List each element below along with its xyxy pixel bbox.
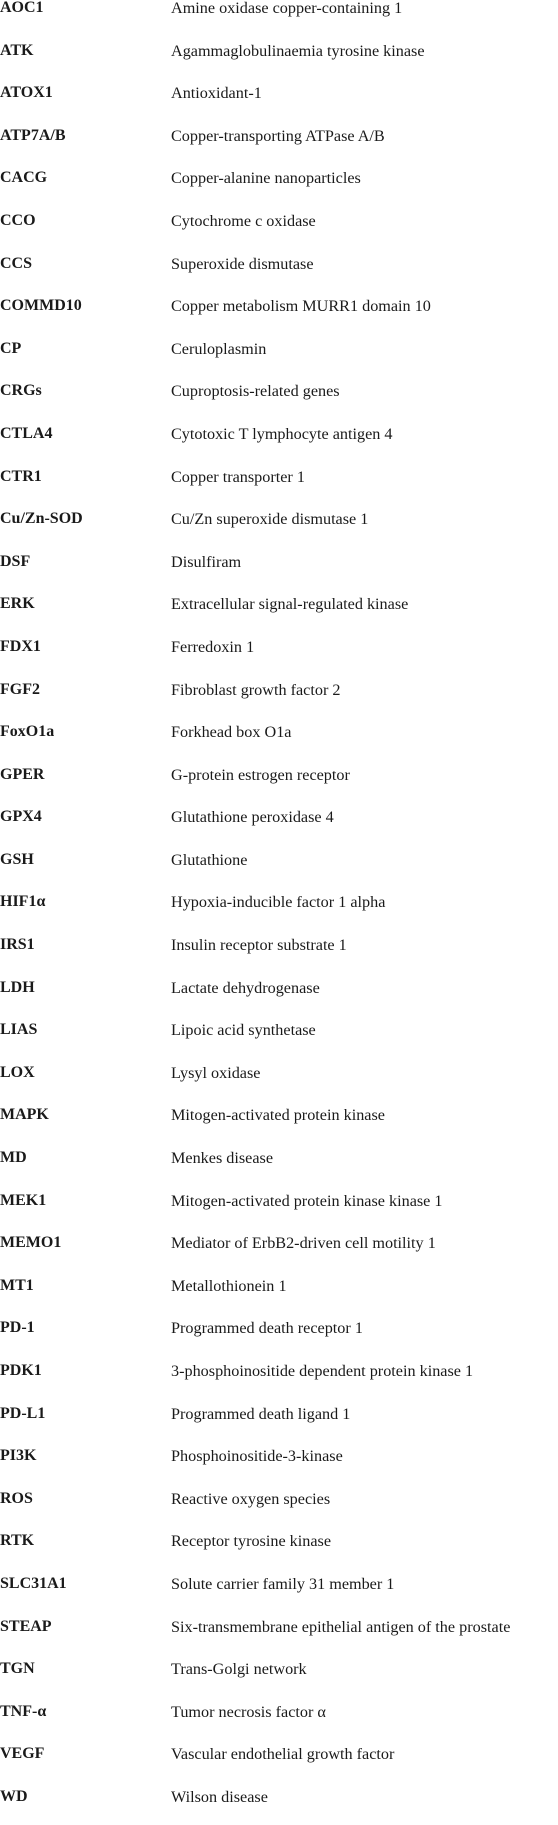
abbreviation-term: LDH bbox=[0, 978, 35, 996]
abbreviation-term: MT1 bbox=[0, 1276, 34, 1294]
abbreviation-definition: Phosphoinositide-3-kinase bbox=[171, 1447, 343, 1466]
abbreviation-row bbox=[0, 376, 558, 419]
abbreviation-term: WD bbox=[0, 1787, 28, 1805]
abbreviation-term: CACG bbox=[0, 169, 48, 187]
abbreviation-term: STEAP bbox=[0, 1617, 52, 1635]
abbreviation-definition: Six-transmembrane epithelial antigen of the prostate bbox=[171, 1617, 511, 1636]
abbreviation-row bbox=[0, 1612, 558, 1655]
abbreviation-row bbox=[0, 760, 558, 803]
abbreviation-row bbox=[0, 121, 558, 164]
abbreviation-term: TGN bbox=[0, 1660, 35, 1678]
abbreviation-row bbox=[0, 1569, 558, 1612]
abbreviation-definition: Superoxide dismutase bbox=[171, 254, 314, 273]
abbreviation-row bbox=[0, 0, 558, 36]
abbreviation-term: CRGs bbox=[0, 382, 42, 400]
abbreviation-term: FGF2 bbox=[0, 680, 40, 698]
abbreviation-definition: Extracellular signal-regulated kinase bbox=[171, 595, 409, 614]
abbreviation-definition: G-protein estrogen receptor bbox=[171, 765, 350, 784]
abbreviation-definition: Wilson disease bbox=[171, 1787, 268, 1806]
abbreviation-row bbox=[0, 1356, 558, 1399]
abbreviation-term: ROS bbox=[0, 1489, 33, 1507]
abbreviation-definition: Lysyl oxidase bbox=[171, 1063, 261, 1082]
abbreviation-definition: Agammaglobulinaemia tyrosine kinase bbox=[171, 41, 425, 60]
abbreviation-term: AOC1 bbox=[0, 0, 44, 16]
abbreviation-row bbox=[0, 717, 558, 760]
abbreviation-row bbox=[0, 1526, 558, 1569]
abbreviation-row bbox=[0, 291, 558, 334]
abbreviation-definition: Metallothionein 1 bbox=[171, 1276, 287, 1295]
abbreviation-definition: Amine oxidase copper-containing 1 bbox=[171, 0, 403, 17]
abbreviation-row bbox=[0, 1271, 558, 1314]
abbreviation-term: VEGF bbox=[0, 1745, 45, 1763]
abbreviation-term: COMMD10 bbox=[0, 297, 82, 315]
abbreviation-term: TNF-α bbox=[0, 1702, 47, 1720]
abbreviation-row bbox=[0, 249, 558, 292]
abbreviation-definition: Ferredoxin 1 bbox=[171, 637, 255, 656]
abbreviation-definition: Insulin receptor substrate 1 bbox=[171, 936, 347, 955]
abbreviation-term: ATP7A/B bbox=[0, 126, 66, 144]
abbreviation-definition: Cytochrome c oxidase bbox=[171, 211, 316, 230]
abbreviation-row bbox=[0, 78, 558, 121]
abbreviation-definition: Glutathione peroxidase 4 bbox=[171, 808, 334, 827]
abbreviation-row bbox=[0, 802, 558, 845]
abbreviation-row bbox=[0, 1697, 558, 1740]
abbreviation-term: CP bbox=[0, 339, 22, 357]
abbreviation-definition: Hypoxia-inducible factor 1 alpha bbox=[171, 893, 386, 912]
abbreviation-row bbox=[0, 419, 558, 462]
abbreviation-term: MD bbox=[0, 1149, 27, 1167]
abbreviation-term: CCO bbox=[0, 211, 36, 229]
abbreviation-definition: 3-phosphoinositide dependent protein kinase 1 bbox=[171, 1362, 474, 1380]
abbreviation-definition: Reactive oxygen species bbox=[171, 1489, 331, 1508]
abbreviation-definition: Ceruloplasmin bbox=[171, 339, 267, 358]
abbreviation-term: MEK1 bbox=[0, 1191, 47, 1209]
abbreviation-term: LIAS bbox=[0, 1021, 38, 1039]
abbreviation-definition: Glutathione bbox=[171, 850, 248, 869]
abbreviation-row bbox=[0, 1100, 558, 1143]
abbreviation-term: CCS bbox=[0, 254, 33, 272]
abbreviation-row bbox=[0, 36, 558, 79]
abbreviation-row bbox=[0, 675, 558, 718]
abbreviation-definition: Receptor tyrosine kinase bbox=[171, 1532, 332, 1551]
abbreviation-row bbox=[0, 632, 558, 675]
abbreviation-term: GSH bbox=[0, 850, 34, 868]
abbreviation-definition: Mitogen-activated protein kinase bbox=[171, 1106, 385, 1125]
abbreviation-term: ERK bbox=[0, 595, 35, 613]
abbreviation-row bbox=[0, 1143, 558, 1186]
abbreviation-definition: Mediator of ErbB2-driven cell motility 1 bbox=[171, 1234, 436, 1253]
abbreviation-row bbox=[0, 547, 558, 590]
abbreviation-row bbox=[0, 462, 558, 505]
abbreviation-term: FoxO1a bbox=[0, 723, 55, 741]
abbreviation-term: ATOX1 bbox=[0, 84, 53, 102]
abbreviation-row bbox=[0, 1441, 558, 1484]
abbreviation-row bbox=[0, 887, 558, 930]
abbreviation-term: RTK bbox=[0, 1532, 35, 1550]
abbreviation-definition: Solute carrier family 31 member 1 bbox=[171, 1574, 395, 1593]
abbreviation-definition: Lipoic acid synthetase bbox=[171, 1021, 316, 1040]
abbreviation-definition: Cu/Zn superoxide dismutase 1 bbox=[171, 510, 369, 529]
abbreviation-definition: Copper-transporting ATPase A/B bbox=[171, 126, 385, 145]
abbreviation-definition: Programmed death ligand 1 bbox=[171, 1404, 351, 1423]
abbreviation-row bbox=[0, 1484, 558, 1527]
abbreviation-definition: Tumor necrosis factor α bbox=[171, 1702, 326, 1721]
abbreviation-definition: Copper metabolism MURR1 domain 10 bbox=[171, 297, 431, 316]
abbreviation-definition: Menkes disease bbox=[171, 1149, 274, 1168]
abbreviation-row bbox=[0, 845, 558, 888]
abbreviation-row bbox=[0, 973, 558, 1016]
abbreviation-row bbox=[0, 589, 558, 632]
abbreviation-term: MAPK bbox=[0, 1106, 49, 1124]
abbreviation-definition: Copper transporter 1 bbox=[171, 467, 305, 486]
abbreviation-row bbox=[0, 1739, 558, 1782]
abbreviation-term: SLC31A1 bbox=[0, 1574, 67, 1592]
abbreviation-term: LOX bbox=[0, 1063, 35, 1081]
abbreviation-term: GPX4 bbox=[0, 808, 42, 826]
abbreviation-term: GPER bbox=[0, 765, 45, 783]
abbreviation-row bbox=[0, 1782, 558, 1825]
abbreviation-definition: Forkhead box O1a bbox=[171, 723, 292, 742]
abbreviation-term: CTR1 bbox=[0, 467, 42, 485]
abbreviation-term: CTLA4 bbox=[0, 424, 53, 442]
abbreviation-term: Cu/Zn-SOD bbox=[0, 510, 83, 528]
abbreviation-row bbox=[0, 1015, 558, 1058]
abbreviation-term: PI3K bbox=[0, 1447, 37, 1465]
abbreviation-term: PDK1 bbox=[0, 1362, 42, 1379]
abbreviation-row bbox=[0, 1313, 558, 1356]
abbreviation-term: FDX1 bbox=[0, 637, 41, 655]
abbreviation-definition: Lactate dehydrogenase bbox=[171, 978, 320, 997]
abbreviation-definition: Programmed death receptor 1 bbox=[171, 1319, 363, 1338]
abbreviation-term: ATK bbox=[0, 41, 34, 59]
abbreviation-definition: Vascular endothelial growth factor bbox=[171, 1745, 395, 1764]
abbreviation-row bbox=[0, 1186, 558, 1229]
abbreviation-definition: Cytotoxic T lymphocyte antigen 4 bbox=[171, 424, 393, 443]
abbreviation-term: IRS1 bbox=[0, 936, 35, 954]
abbreviation-row bbox=[0, 206, 558, 249]
abbreviation-row bbox=[0, 930, 558, 973]
abbreviation-row bbox=[0, 1058, 558, 1101]
abbreviation-row bbox=[0, 1654, 558, 1697]
abbreviation-term: PD-1 bbox=[0, 1319, 35, 1337]
abbreviation-definition: Copper-alanine nanoparticles bbox=[171, 169, 361, 188]
abbreviation-row bbox=[0, 163, 558, 206]
abbreviation-term: HIF1α bbox=[0, 893, 46, 911]
abbreviation-definition: Antioxidant-1 bbox=[171, 84, 262, 103]
abbreviation-row bbox=[0, 504, 558, 547]
abbreviation-term: DSF bbox=[0, 552, 31, 570]
abbreviation-term: PD-L1 bbox=[0, 1404, 46, 1422]
abbreviation-definition: Mitogen-activated protein kinase kinase 1 bbox=[171, 1191, 443, 1210]
abbreviation-definition: Cuproptosis-related genes bbox=[171, 382, 340, 401]
abbreviation-term: MEMO1 bbox=[0, 1234, 62, 1252]
abbreviation-row bbox=[0, 1399, 558, 1442]
abbreviation-definition: Trans-Golgi network bbox=[171, 1660, 307, 1679]
abbreviation-definition: Fibroblast growth factor 2 bbox=[171, 680, 341, 699]
abbreviation-row bbox=[0, 1228, 558, 1271]
abbreviation-definition: Disulfiram bbox=[171, 552, 242, 571]
abbreviation-row bbox=[0, 334, 558, 377]
